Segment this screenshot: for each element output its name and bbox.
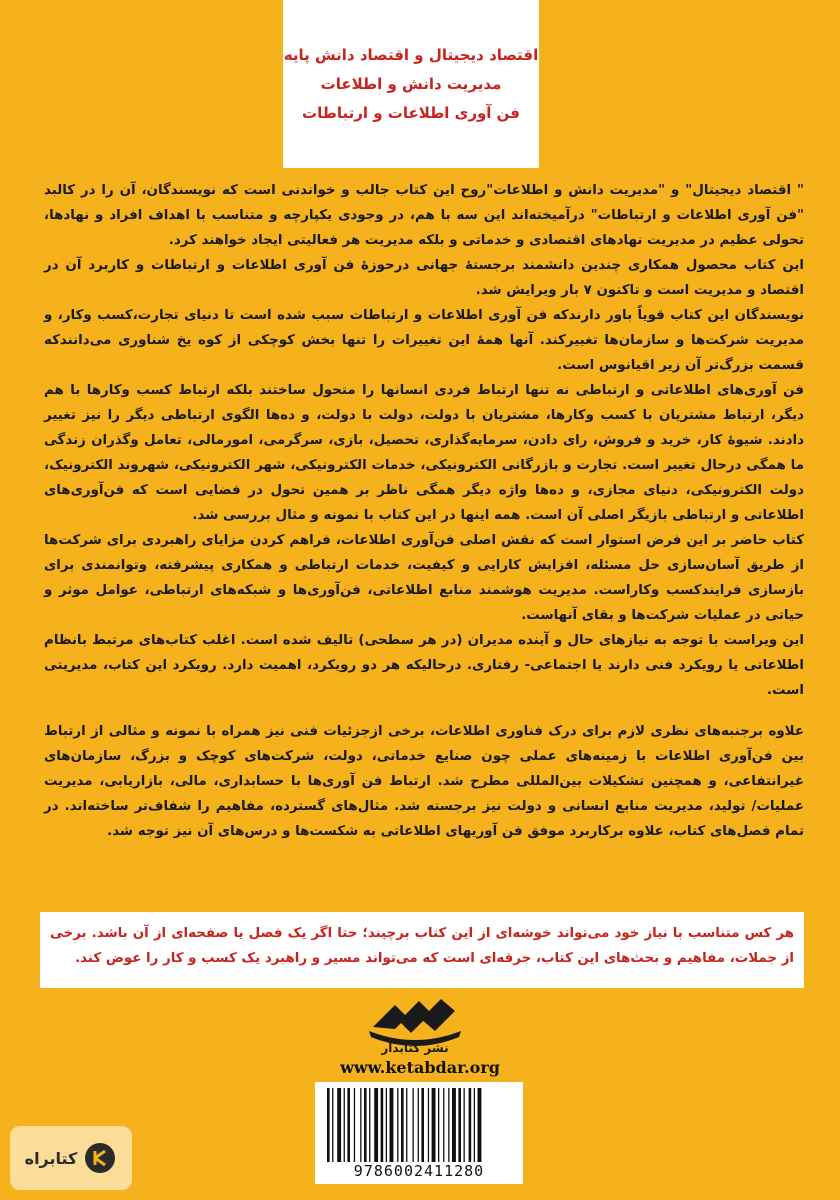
paragraph-5: کتاب حاضر بر این فرض استوار است که نقش اصلی فن‌آوری اطلاعات، فراهم کردن مزایای راهبردی برای شرکت‌ها از طریق آسان‌سازی حل مسئله، افزایش کارایی و کیفیت، خدمات ارتباطی و همکاری پیشرفته، وتوانمندی برای بازسازی فرایندکسب وکاراست. مدیریت هوشمند منابع اطلاعاتی، فن‌آوری‌ها و شبکه‌های ارتباطی، عوامل موثر و حیاتی در عملیات شرکت‌ها و بقای آنهاست.	[44, 533, 804, 623]
title-line-3: فن آوری اطلاعات و ارتباطات	[302, 103, 520, 122]
paragraph-2: این کتاب محصول همکاری چندین دانشمند برجستهٔ جهانی درحوزهٔ فن آوری اطلاعات و ارتباطات و کاربرد آن در اقتصاد و مدیریت است و تاکنون ۷ بار ویرایش شد.	[44, 258, 804, 298]
publisher-logo-text: نشر کتابدار	[381, 1041, 449, 1055]
publisher-logo	[355, 997, 475, 1059]
watermark-text: کتابراه	[24, 1148, 78, 1168]
isbn-number: 9786002411280	[353, 1162, 485, 1180]
paragraph-1: " اقتصاد دیجیتال" و "مدیریت دانش و اطلاعات"روح این کتاب جالب و خواندنی است که نویسندگان، آن را در کالبد "فن آوری اطلاعات و ارتباطات" درآمیخته‌اند این سه با هم، در وجودی یکپارچه و متناسب با اهداف افراد و نهادها، تحولی عظیم در مدیریت نهادهای اقتصادی و خدماتی و بلکه مدیریت هر فعالیتی ایجاد خواهند کرد.	[44, 183, 804, 248]
watermark-logo-icon	[83, 1141, 117, 1175]
paragraph-6: این ویراست با توجه به نیازهای حال و آینده مدیران (در هر سطحی) تالیف شده است. اغلب کتاب‌های مرتبط بانظام اطلاعاتی یا رویکرد فنی دارند یا اجتماعی- رفتاری. درحالیکه هر دو رویکرد، اهمیت دارد. رویکرد این کتاب، مدیریتی است.	[44, 633, 804, 698]
highlight-box	[40, 912, 804, 988]
barcode	[315, 1082, 523, 1184]
description-body	[44, 178, 804, 844]
paragraph-4: فن آوری‌های اطلاعاتی و ارتباطی نه تنها ارتباط فردی انسانها را متحول ساختند بلکه ارتباط کسب وکارها با هم دیگر، ارتباط مشتریان با کسب وکارها، مشتریان با دولت، دولت با دولت، و ده‌ها الگوی ارتباطی دیگر را نیز تغییر دادند. شیوهٔ کار، خرید و فروش، رای دادن، سرمایه‌گذاری، تحصیل، بازی، سرگرمی، امورمالی، تعامل وگذران زندگی ما همگی درحال تغییر است. تجارت و بازرگانی الکترونیکی، خدمات الکترونیکی، شهر الکترونیکی، شهروند الکترونیک، دولت الکترونیکی، دنیای مجازی، و ده‌ها واژه دیگر همگی ناظر بر همین تحول در فضایی است که فن‌آوری‌های اطلاعاتی و ارتباطی بازیگر اصلی آن است. همه اینها در این کتاب با نمونه و مثال بررسی شد.	[44, 383, 804, 523]
title-line-2: مدیریت دانش و اطلاعات	[320, 74, 502, 93]
title-box	[283, 0, 539, 168]
title-line-1: اقتصاد دیجیتال و اقتصاد دانش پایه	[283, 45, 539, 64]
paragraph-7: علاوه برجنبه‌های نظری لازم برای درک فناوری اطلاعات، برخی ازجزئیات فنی نیز همراه با نمونه و مثالی از ارتباط بین فن‌آوری اطلاعات با زمینه‌های عملی چون صنایع خدماتی، دولت، شرکت‌های کوچک و بزرگ، سازمان‌های غیرانتفاعی، و همچنین تشکیلات بین‌المللی مطرح شد. ارتباط فن آوری‌ها با حسابداری، مالی، بازاریابی، مدیریت عملیات/ تولید، مدیریت منابع انسانی و دولت نیز برجسته شد. مثال‌های گسترده، مفاهیم را شفاف‌تر ساخته‌اند. در تمام فصل‌های کتاب، علاوه برکاربرد موفق فن آوریهای اطلاعاتی به شکست‌ها و درس‌های آن نیز توجه شد.	[44, 724, 804, 839]
barcode-bars	[325, 1088, 513, 1162]
watermark	[10, 1126, 132, 1190]
publisher-website[interactable]: www.ketabdar.org	[340, 1058, 500, 1077]
highlight-text: هر کس متناسب با نیاز خود می‌تواند خوشه‌ای از این کتاب برچیند؛ حتا اگر یک فصل یا صفحه‌ای از آن باشد. برخی از جملات، مفاهیم و بحث‌های این کتاب، جرقه‌ای است که می‌تواند مسیر و راهبرد یک کسب و کار را عوض کند.	[50, 926, 794, 966]
paragraph-3: نویسندگان این کتاب قویاً باور دارندکه فن آوری اطلاعات و ارتباطات سبب شده است تا دنیای تجارت،کسب وکار، و مدیریت شرکت‌ها و سازمان‌ها تغییرکند. آنها همهٔ این تغییرات را تنها بخش کوچکی از کوه یخ شناوری می‌دانندکه قسمت بزرگ‌تر آن زیر اقیانوس است.	[44, 308, 804, 373]
